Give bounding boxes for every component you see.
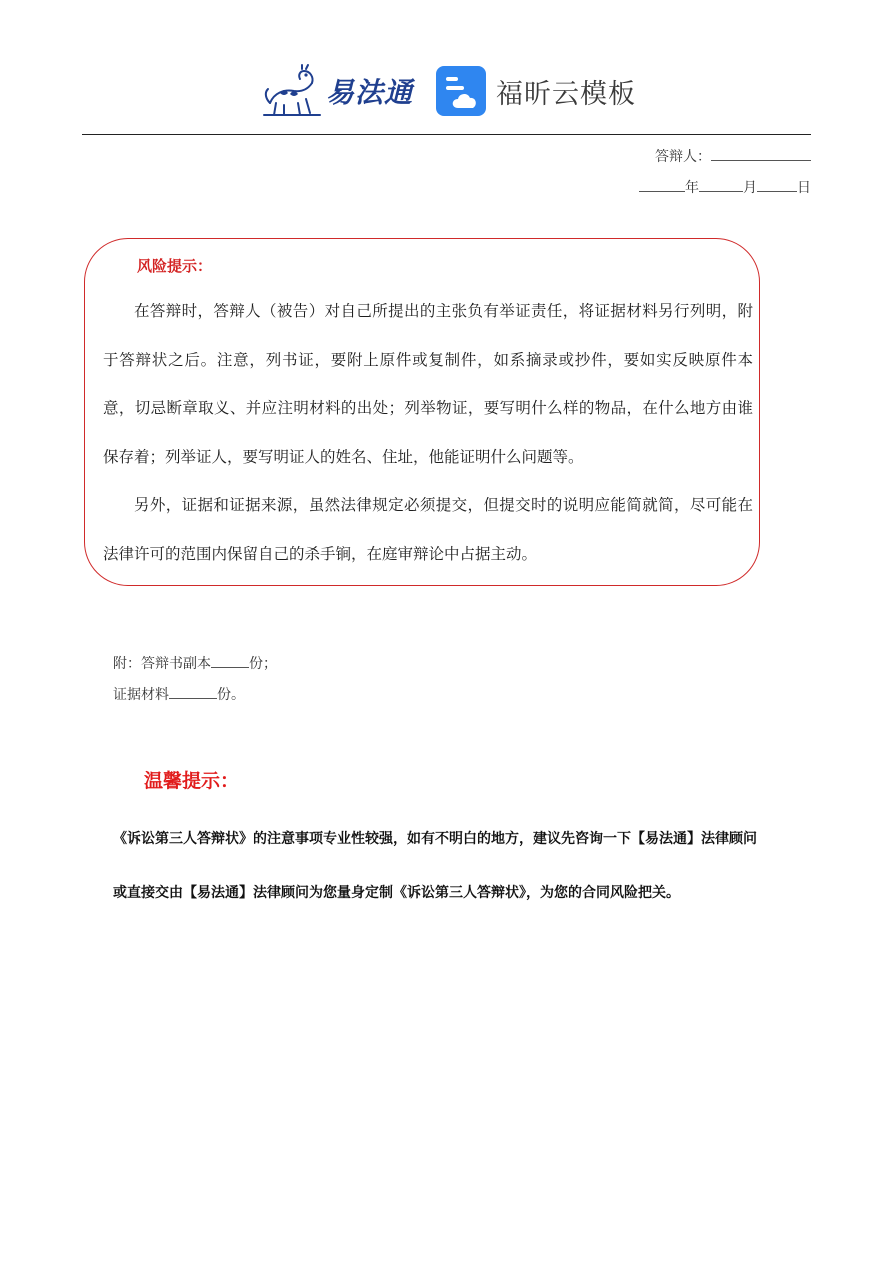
respondent-blank: [711, 146, 811, 161]
respondent-signature-line: [655, 146, 811, 166]
foxit-template-logo: [436, 66, 636, 116]
attachment-copies-line: [113, 653, 277, 673]
foxit-template-logo-text: 福昕云模板: [496, 78, 636, 110]
yifatong-logo-text: 易法通: [326, 76, 414, 109]
risk-notice-box: [84, 238, 760, 586]
risk-paragraph: 在答辩时，答辩人（被告）对自己所提出的主张负有举证责任，将证据材料另行列明，附于答辩状之后。注意，列书证，要附上原件或复制件，如系摘录或抄件，要如实反映原件本意，切忌断章取义、并应注明材料的出处；列举物证，要写明什么样的物品，在什么地方由谁保存着；列举证人，要写明证人的姓名、住址，他能证明什么问题等。: [103, 302, 753, 466]
date-line: [639, 177, 811, 197]
evidence-materials-suffix: 份。: [217, 687, 245, 703]
page-header: [0, 58, 893, 126]
qilin-mascot-icon: [262, 63, 322, 119]
header-divider: [82, 134, 811, 135]
evidence-materials-prefix: 证据材料: [113, 687, 169, 703]
attachment-copies-prefix: 附：答辩书副本: [113, 656, 211, 672]
foxit-cloud-doc-icon: [436, 66, 486, 116]
risk-paragraph: 另外，证据和证据来源，虽然法律规定必须提交，但提交时的说明应能简就简，尽可能在法律许可的范围内保留自己的杀手锏，在庭审辩论中占据主动。: [103, 496, 753, 563]
evidence-materials-blank: [169, 684, 217, 699]
day-label: 日: [797, 180, 811, 196]
risk-notice-title: 风险提示：: [137, 257, 213, 275]
attachment-copies-suffix: 份；: [249, 656, 277, 672]
attachment-copies-blank: [211, 653, 249, 668]
month-blank: [699, 177, 743, 192]
month-label: 月: [743, 180, 757, 196]
day-blank: [757, 177, 797, 192]
year-blank: [639, 177, 685, 192]
risk-notice-body: [103, 287, 753, 579]
respondent-label: 答辩人：: [655, 149, 711, 165]
year-label: 年: [685, 180, 699, 196]
warm-tip-title: 温馨提示：: [144, 770, 240, 792]
yifatong-logo: [262, 62, 413, 120]
warm-tip-line-2: 或直接交由【易法通】法律顾问为您量身定制《诉讼第三人答辩状》，为您的合同风险把关。: [113, 885, 680, 901]
warm-tip-line-1: 《诉讼第三人答辩状》的注意事项专业性较强，如有不明白的地方，建议先咨询一下【易法通】法律顾问: [113, 831, 757, 847]
evidence-materials-line: [113, 684, 245, 704]
